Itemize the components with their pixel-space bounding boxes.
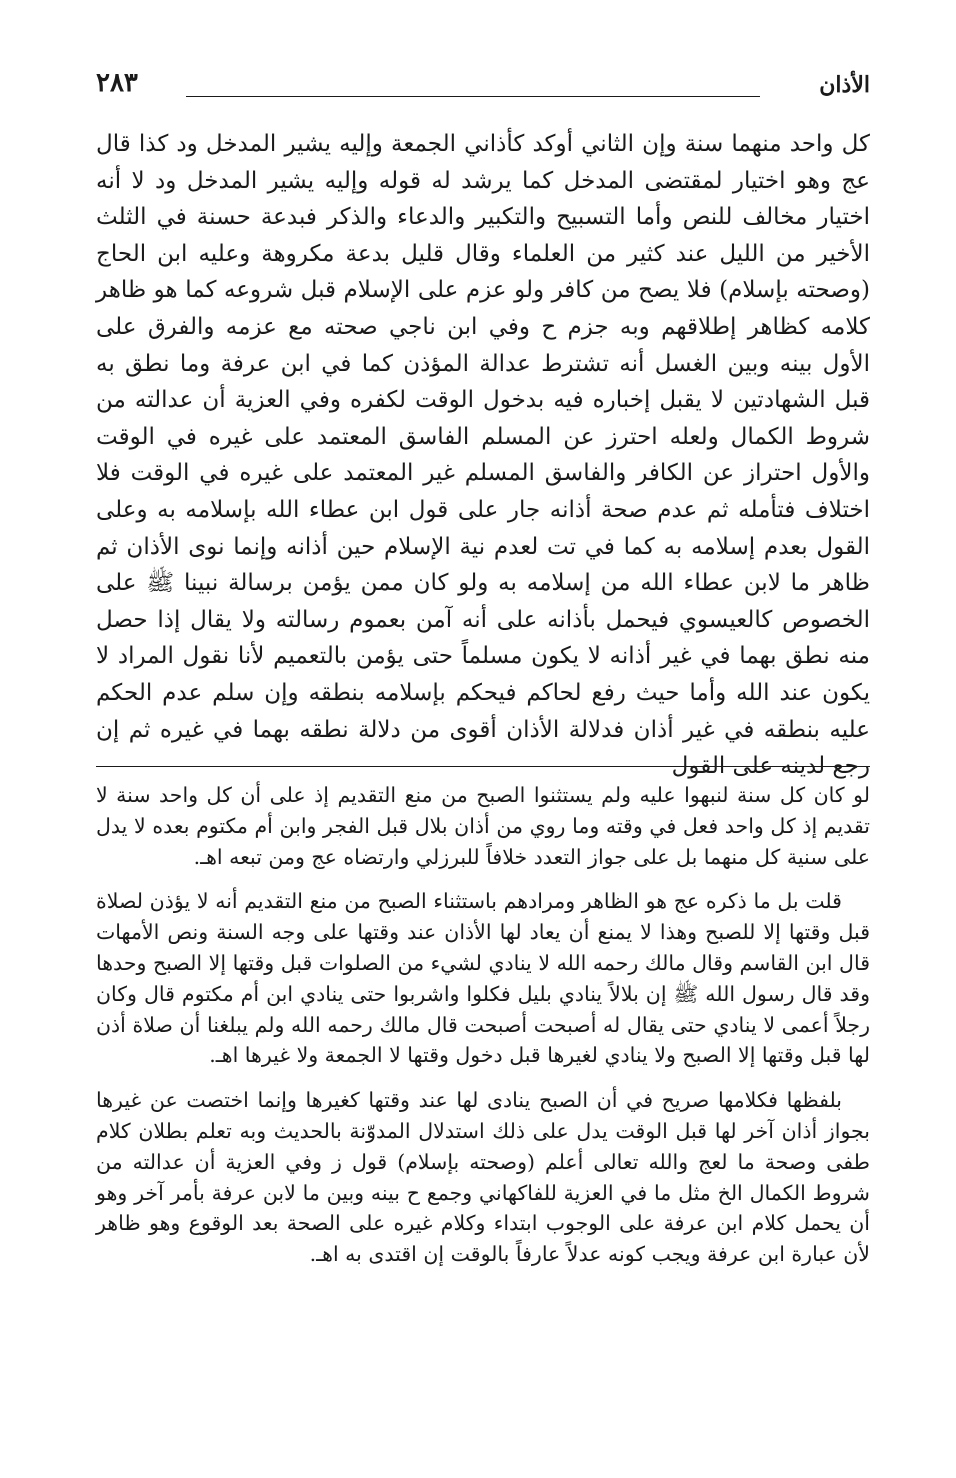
main-paragraph: كل واحد منهما سنة وإن الثاني أوكد كأذاني الجمعة وإليه يشير المدخل ود كذا قال عج وهو اختيار لمقتضى المدخل كما يرشد له قوله وإليه يشير المدخل ود لا أنه اختيار مخالف للنص وأما التسبيح والتكبير والدعاء والذكر فبدعة حسنة في الثلث الأخير من الليل عند كثير من العلماء وقال قليل بدعة مكروهة وعليه ابن الحاج (وصحته بإسلام) فلا يصح من كافر ولو عزم على الإسلام قبل شروعه كما هو ظاهر كلامه كظاهر إطلاقهم وبه جزم ح وفي ابن ناجي صحته مع عزمه والفرق على الأول بينه وبين الغسل أنه تشترط عدالة المؤذن كما في ابن عرفة وما نطق به قبل الشهادتين لا يقبل إخباره فيه بدخول الوقت لكفره وفي العزية أن عدالته من شروط الكمال ولعله احترز عن المسلم الفاسق المعتمد على غيره في الوقت والأول احتراز عن الكافر والفاسق المسلم غير المعتمد على غيره في الوقت فلا اختلاف فتأمله ثم عدم صحة أذانه جار على قول ابن عطاء الله بإسلامه به وعلى القول بعدم إسلامه به كما في تت لعدم نية الإسلام حين أذانه وإنما نوى الأذان ثم ظاهر ما لابن عطاء الله من إسلامه به ولو كان ممن يؤمن برسالة نبينا ﷺ على الخصوص كالعيسوي فيحمل بأذانه على أنه آمن بعموم رسالته ولا يقال إذا حصل منه نطق بهما في غير أذانه لا يكون مسلماً حتى يؤمن بالتعميم لأنا نقول المراد لا يكون عند الله وأما حيث رفع لحاكم فيحكم بإسلامه بنطقه وإن سلم عدم الحكم عليه بنطقه في غير أذان فدلالة الأذان أقوى من دلالة نطقه بهما في غيره ثم إن رجع لدينه على القول	[96, 131, 870, 780]
footnote-paragraph-2: قلت بل ما ذكره عج هو الظاهر ومرادهم باستثناء الصبح من منع التقديم أنه لا يؤذن لصلاة قبل وقتها إلا للصبح وهذا لا يمنع أن يعاد لها الأذان عند وقتها على وجه السنة ونص الأمهات قال ابن القاسم وقال مالك رحمه الله لا ينادي لشيء من الصلوات قبل وقتها إلا الصبح وحدها وقد قال رسول الله ﷺ إن بلالاً ينادي بليل فكلوا واشربوا حتى ينادي ابن أم مكتوم قال وكان رجلاً أعمى لا ينادي حتى يقال له أصبحت أصبحت قال مالك رحمه الله ولم يبلغنا أن صلاة أذن لها قبل وقتها إلا الصبح ولا ينادي لغيرها قبل دخول وقتها لا الجمعة ولا غيرها اهـ.	[96, 889, 870, 1068]
footnotes	[96, 780, 870, 1284]
header-rule	[186, 96, 760, 97]
footnote-separator	[96, 766, 870, 767]
page-number: ٢٨٣	[96, 68, 138, 98]
footnote-paragraph-3: بلفظها فكلامها صريح في أن الصبح ينادى لها عند وقتها كغيرها وإنما اختصت عن غيرها بجواز أذان آخر لها قبل الوقت يدل على ذلك استدلال المدوّنة بالحديث وبه تعلم بطلان كلام طفى وصحة ما لعج والله تعالى أعلم (وصحته بإسلام) قول ز وفي العزية أن عدالته من شروط الكمال الخ مثل ما في العزية للفاكهاني وجمع ح بينه وبين ما لابن عرفة بأمر آخر وهو أن يحمل كلام ابن عرفة على الوجوب ابتداء وكلام غيره على الصحة بعد الوقوع وهو ظاهر لأن عبارة ابن عرفة ويجب كونه عدلاً عارفاً بالوقت إن اقتدى به اهـ.	[96, 1088, 870, 1267]
footnote-paragraph-1: لو كان كل سنة لنبهوا عليه ولم يستثنوا الصبح من منع التقديم إذ على أن كل واحد سنة لا تقديم إذ كل واحد فعل في وقته وما روي من أذان بلال قبل الفجر وابن أم مكتوم بعده لا يدل على سنية كل منهما بل على جواز التعدد خلافاً للبرزلي وارتضاه عج ومن تبعه اهـ.	[96, 783, 870, 869]
main-text	[96, 126, 870, 785]
header-title: الأذان	[819, 72, 870, 98]
running-header	[96, 66, 870, 106]
